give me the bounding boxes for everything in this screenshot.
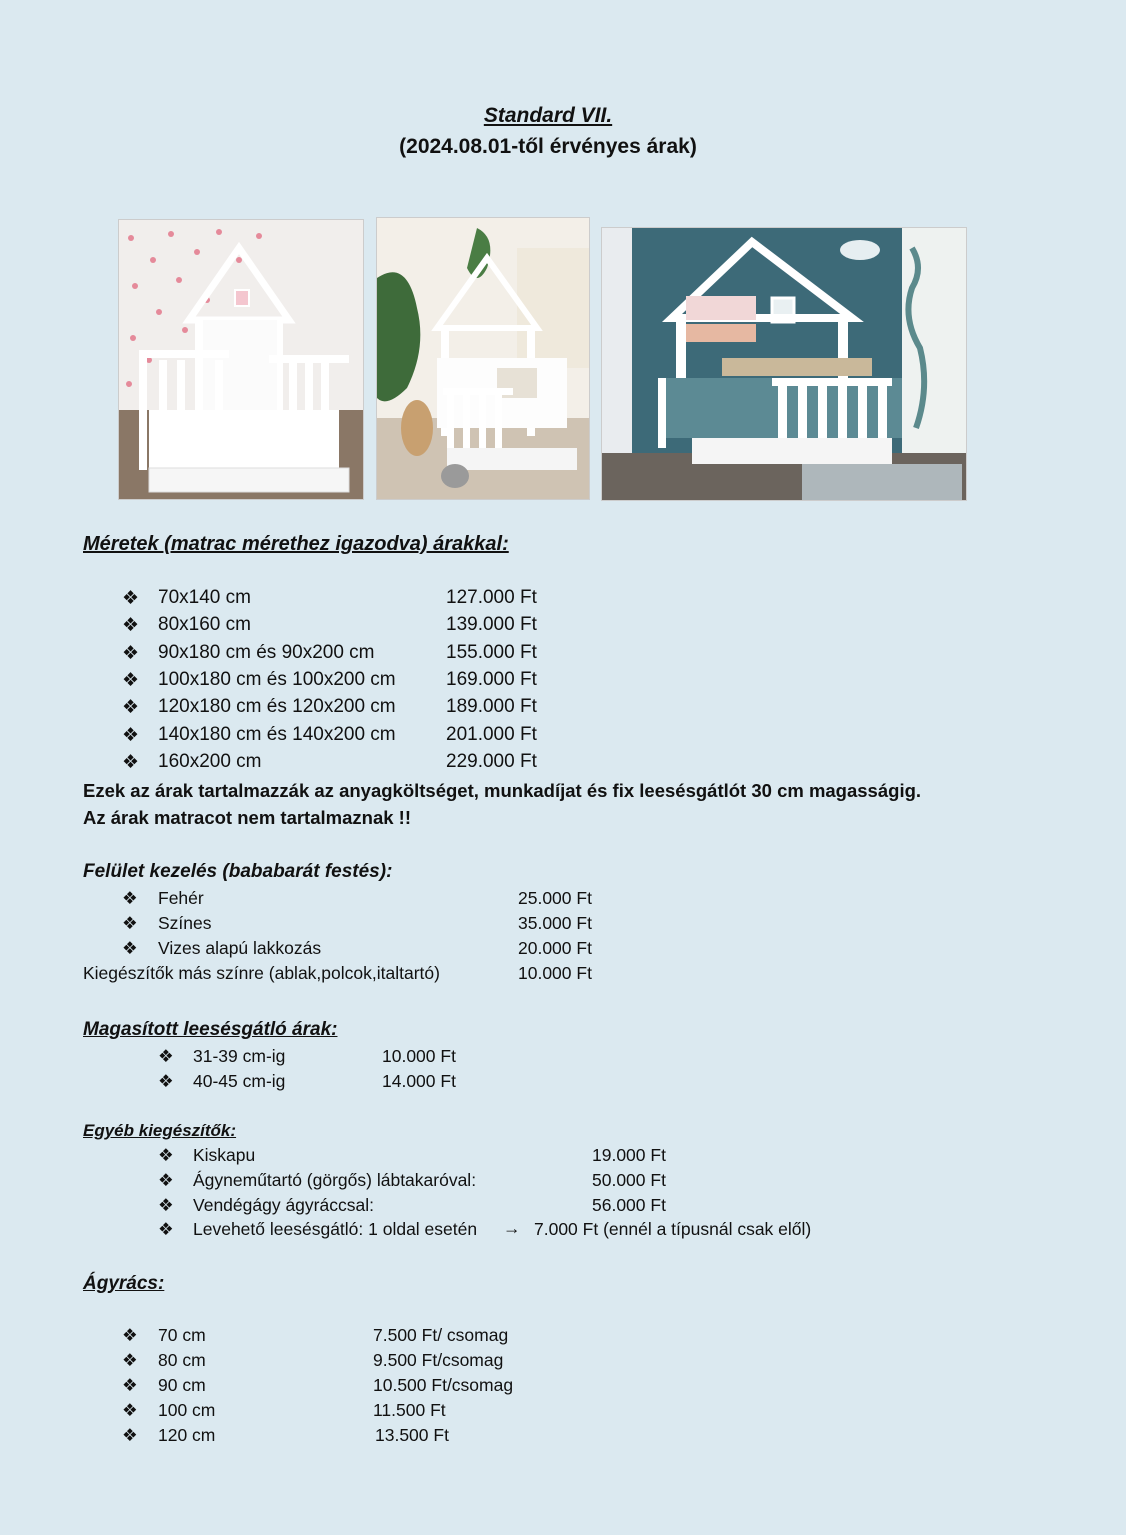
bullet-icon: ❖ xyxy=(158,1046,174,1066)
bullet-icon: ❖ xyxy=(122,751,140,773)
page-title: Standard VII. xyxy=(483,104,613,127)
bullet-icon: ❖ xyxy=(122,888,138,908)
bullet-icon: ❖ xyxy=(122,1325,138,1345)
bullet-icon: ❖ xyxy=(122,642,140,664)
removable-guard-price: 7.000 Ft (ennél a típusnál csak elől) xyxy=(534,1219,812,1239)
size-price: 155.000 Ft xyxy=(446,641,537,663)
slats-heading: Ágyrács: xyxy=(83,1273,165,1294)
accessory-label: Ágyneműtartó (görgős) lábtakaróval: xyxy=(193,1170,477,1190)
slat-label: 100 cm xyxy=(158,1400,216,1420)
bullet-icon: ❖ xyxy=(122,724,140,746)
raised-guard-price: 10.000 Ft xyxy=(382,1046,456,1066)
bullet-icon: ❖ xyxy=(122,913,138,933)
raised-guard-label: 40-45 cm-ig xyxy=(193,1071,286,1091)
size-label: 90x180 cm és 90x200 cm xyxy=(158,641,375,663)
bed-photo-2 xyxy=(376,217,590,500)
bullet-icon: ❖ xyxy=(122,669,140,691)
size-label: 160x200 cm xyxy=(158,750,262,772)
surface-price: 20.000 Ft xyxy=(518,938,592,958)
size-price: 127.000 Ft xyxy=(446,587,537,608)
slat-price: 13.500 Ft xyxy=(375,1425,449,1445)
surface-label: Vizes alapú lakkozás xyxy=(158,938,322,958)
accessory-label: Kiskapu xyxy=(193,1145,256,1165)
bullet-icon: ❖ xyxy=(122,615,140,637)
surface-price: 25.000 Ft xyxy=(518,888,592,908)
accessory-price: 50.000 Ft xyxy=(592,1170,666,1190)
bed-photo-1 xyxy=(118,219,364,500)
raised-guard-heading: Magasított leesésgátló árak: xyxy=(83,1019,338,1040)
accessory-label: Vendégágy ágyráccsal: xyxy=(193,1195,374,1215)
size-label: 70x140 cm xyxy=(158,587,251,608)
removable-guard-label: Levehető leesésgátló: 1 oldal esetén xyxy=(193,1219,478,1239)
size-label: 100x180 cm és 100x200 cm xyxy=(158,668,396,690)
bullet-icon: ❖ xyxy=(158,1145,174,1165)
slat-label: 90 cm xyxy=(158,1375,206,1395)
slat-label: 80 cm xyxy=(158,1350,206,1370)
arrow-right-icon: → xyxy=(503,1218,521,1238)
size-label: 80x160 cm xyxy=(158,614,251,636)
surface-label: Fehér xyxy=(158,888,204,908)
bullet-icon: ❖ xyxy=(122,697,140,719)
bullet-icon: ❖ xyxy=(122,588,140,609)
raised-guard-label: 31-39 cm-ig xyxy=(193,1046,286,1066)
bullet-icon: ❖ xyxy=(158,1170,174,1190)
slat-price: 11.500 Ft xyxy=(373,1400,446,1420)
surface-price: 35.000 Ft xyxy=(518,913,592,933)
mattress-not-included-note: Az árak matracot nem tartalmaznak !! xyxy=(83,807,411,828)
slat-label: 120 cm xyxy=(158,1425,216,1445)
bullet-icon: ❖ xyxy=(158,1195,174,1215)
bullet-icon: ❖ xyxy=(122,1425,138,1445)
size-price: 201.000 Ft xyxy=(446,723,537,745)
accessory-color-price: 10.000 Ft xyxy=(518,963,592,983)
slat-price: 7.500 Ft/ csomag xyxy=(373,1325,509,1345)
slat-label: 70 cm xyxy=(158,1325,206,1345)
accessory-price: 19.000 Ft xyxy=(592,1145,666,1165)
slat-price: 10.500 Ft/csomag xyxy=(373,1375,514,1395)
bullet-icon: ❖ xyxy=(122,1350,138,1370)
price-includes-note: Ezek az árak tartalmazzák az anyagköltséget, munkadíjat és fix leesésgátlót 30 cm magasságig. xyxy=(83,780,922,801)
bed-photo-3 xyxy=(601,227,967,501)
accessory-price: 56.000 Ft xyxy=(592,1195,666,1215)
size-label: 120x180 cm és 120x200 cm xyxy=(158,696,396,718)
surface-label: Színes xyxy=(158,913,212,933)
surface-heading: Felület kezelés (bababarát festés): xyxy=(83,861,393,882)
bullet-icon: ❖ xyxy=(122,1375,138,1395)
bullet-icon: ❖ xyxy=(158,1071,174,1091)
page-subtitle: (2024.08.01-től érvényes árak) xyxy=(399,135,697,158)
size-price: 189.000 Ft xyxy=(446,696,537,718)
bullet-icon: ❖ xyxy=(122,1400,138,1420)
size-label: 140x180 cm és 140x200 cm xyxy=(158,723,396,745)
size-price: 169.000 Ft xyxy=(446,668,537,690)
bullet-icon: ❖ xyxy=(158,1219,174,1239)
size-price: 229.000 Ft xyxy=(446,750,537,772)
sizes-heading: Méretek (matrac mérethez igazodva) árakkal: xyxy=(83,533,509,555)
bullet-icon: ❖ xyxy=(122,938,138,958)
slat-price: 9.500 Ft/csomag xyxy=(373,1350,504,1370)
size-price: 139.000 Ft xyxy=(446,614,537,636)
accessory-color-label: Kiegészítők más színre (ablak,polcok,italtartó) xyxy=(83,963,440,983)
accessories-heading: Egyéb kiegészítők: xyxy=(83,1121,237,1140)
raised-guard-price: 14.000 Ft xyxy=(382,1071,456,1091)
